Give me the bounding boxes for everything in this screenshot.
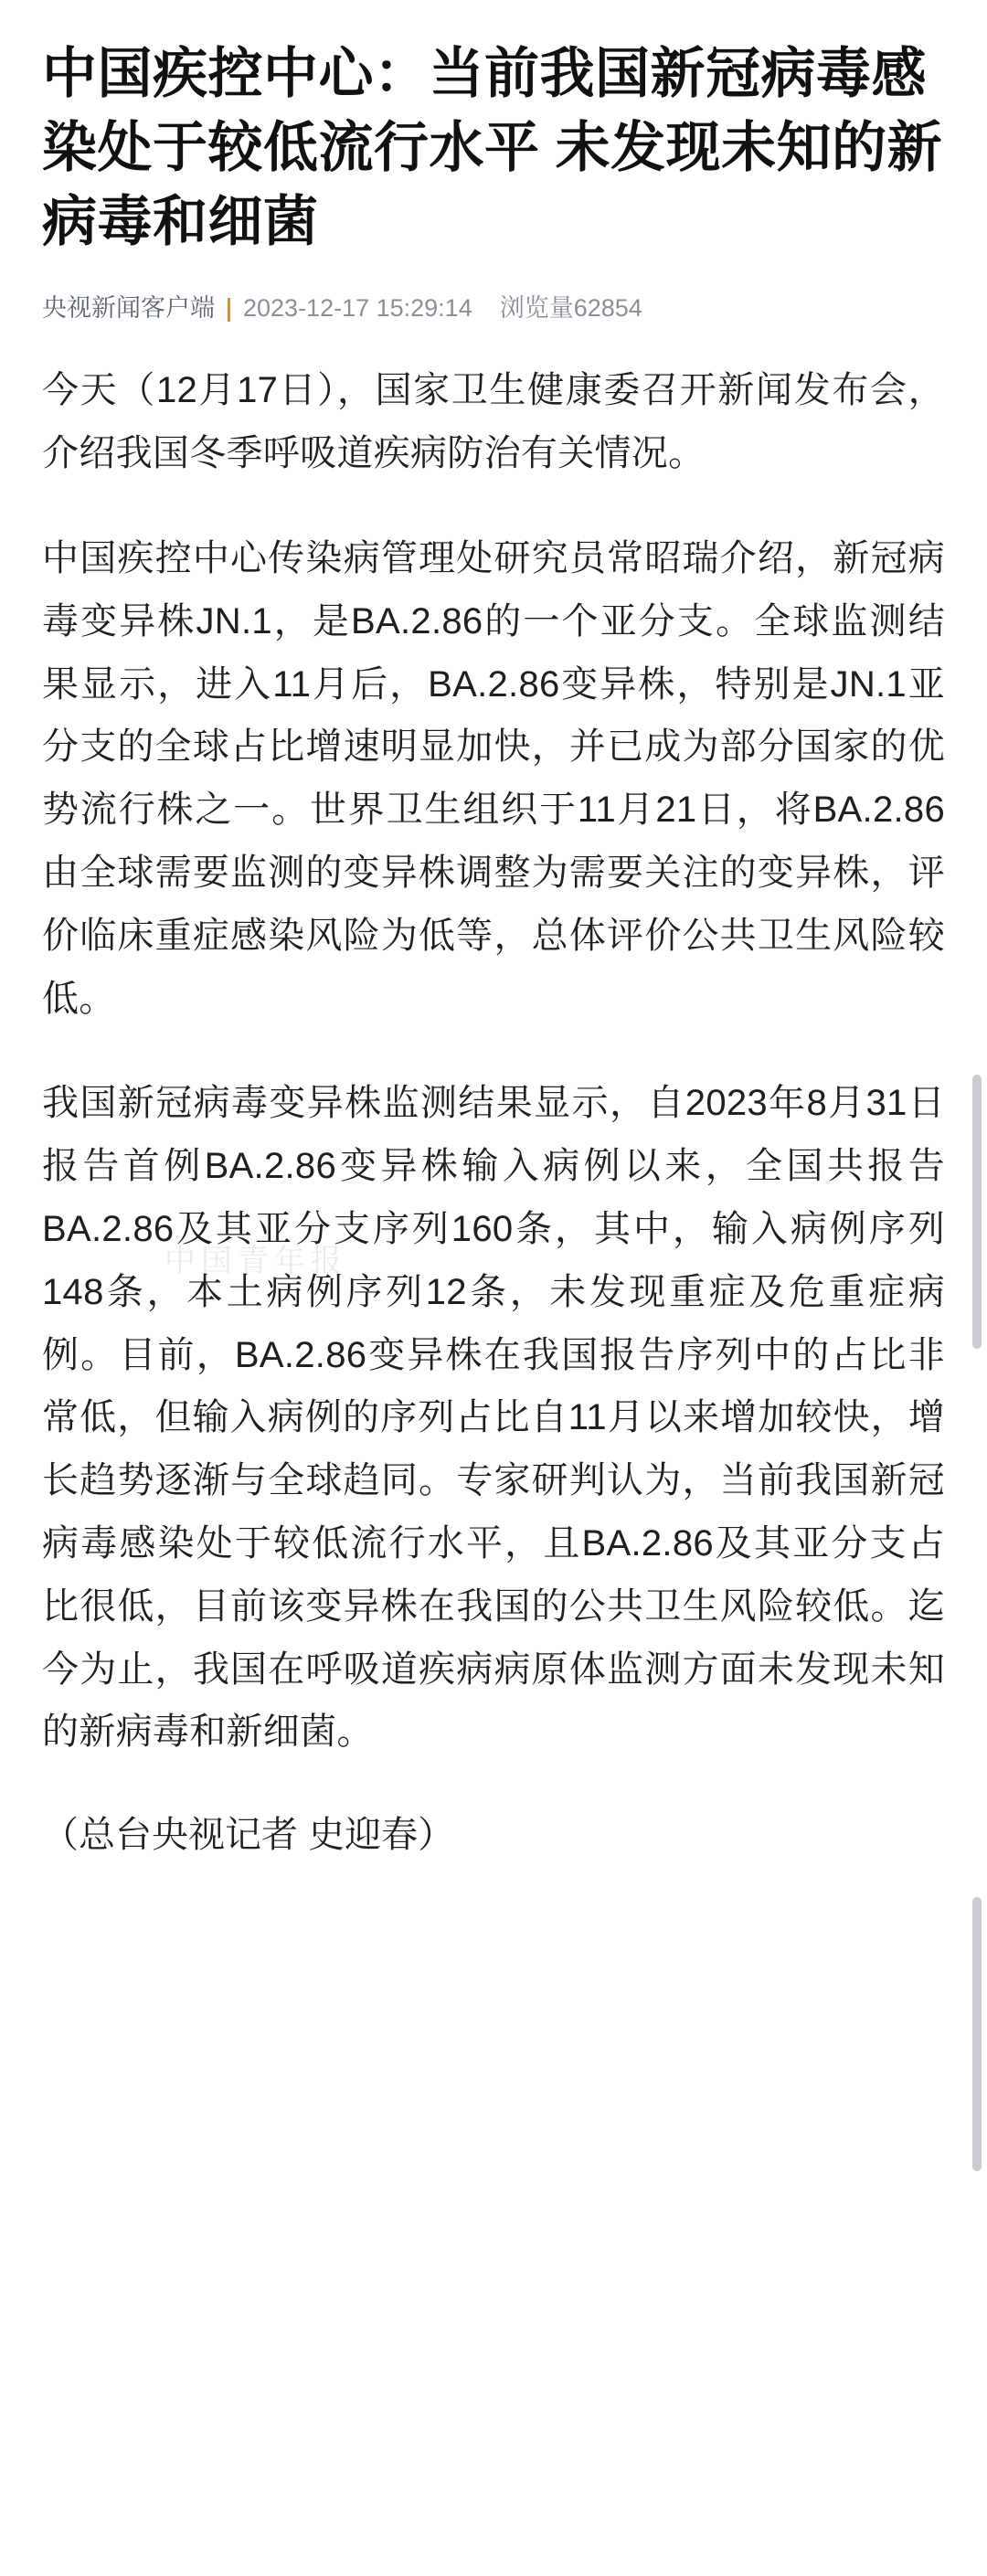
meta-divider-icon xyxy=(228,298,230,322)
watermark-text: 中国青年报 xyxy=(164,1244,347,1278)
article-source[interactable]: 央视新闻客户端 xyxy=(42,294,215,322)
scrollbar-thumb-upper[interactable] xyxy=(972,1075,982,1349)
article-datetime: 2023-12-17 15:29:14 xyxy=(243,294,472,322)
article-paragraph-3: 我国新冠病毒变异株监测结果显示，自2023年8月31日报告首例BA.2.86变异株输入病例以来，全国共报告BA.2.86及其亚分支序列160条，其中，输入病例序列148条，本土病例序列12条，未发现重症及危重症病例。目前，BA.2.86变异株在我国报告序列中的占比非常低，但输入病例的序列占比自11月以来增加较快，增长趋势逐渐与全球趋同。专家研判认为，当前我国新冠病毒感染处于较低流行水平，且BA.2.86及其亚分支占比很低，目前该变异株在我国的公共卫生风险较低。迄今为止，我国在呼吸道疾病病原体监测方面未发现未知的新病毒和新细菌。 xyxy=(42,1083,945,1753)
page-title: 中国疾控中心：当前我国新冠病毒感染处于较低流行水平 未发现未知的新病毒和细菌 xyxy=(42,43,943,252)
article-body xyxy=(42,359,945,1866)
article-paragraph-2: 中国疾控中心传染病管理处研究员常昭瑞介绍，新冠病毒变异株JN.1，是BA.2.86的一个亚分支。全球监测结果显示，进入11月后，BA.2.86变异株，特别是JN.1亚分支的全球占比增速明显加快，并已成为部分国家的优势流行株之一。世界卫生组织于11月21日，将BA.2.86由全球需要监测的变异株调整为需要关注的变异株，评价临床重症感染风险为低等，总体评价公共卫生风险较低。 xyxy=(42,537,945,1019)
article-paragraph-1: 今天（12月17日），国家卫生健康委召开新闻发布会，介绍我国冬季呼吸道疾病防治有关情况。 xyxy=(42,370,945,474)
article-signature: （总台央视记者 史迎春） xyxy=(42,1815,455,1856)
scrollbar-thumb-lower[interactable] xyxy=(972,1897,982,2171)
article-meta xyxy=(42,293,945,323)
article-view-count: 浏览量62854 xyxy=(499,294,642,322)
